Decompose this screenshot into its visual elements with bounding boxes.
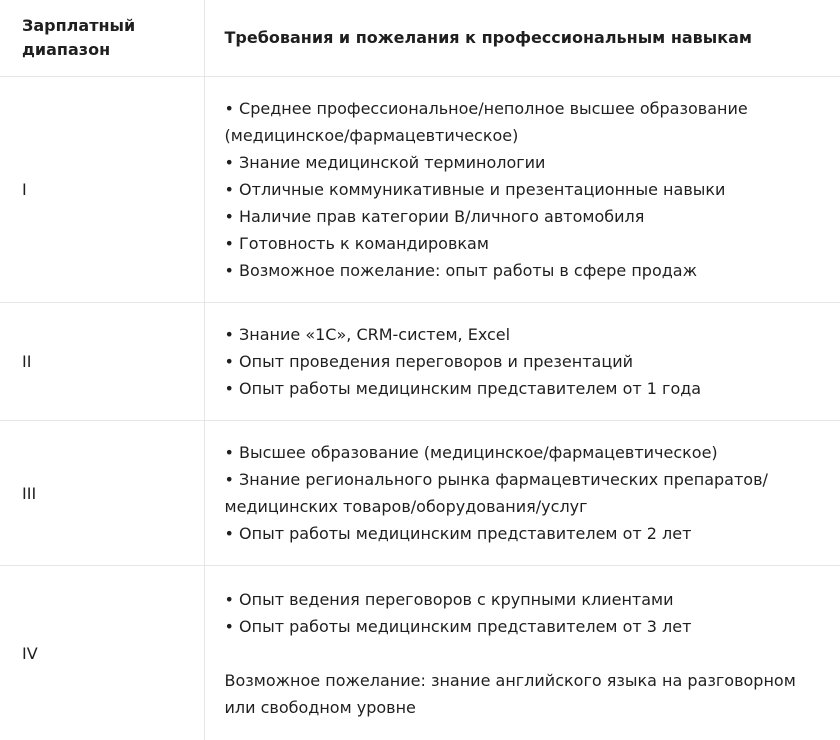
skills-cell — [204, 421, 840, 566]
salary-range-cell: I — [0, 77, 204, 303]
requirement-item: • Опыт работы медицинским представителем от 3 лет — [225, 613, 827, 640]
table-body — [0, 77, 840, 740]
requirement-item: • Знание медицинской терминологии — [225, 149, 827, 176]
requirement-item: • Опыт ведения переговоров с крупными клиентами — [225, 586, 827, 613]
requirement-item: • Наличие прав категории B/личного автомобиля — [225, 203, 827, 230]
requirement-item: • Знание регионального рынка фармацевтических препаратов/ медицинских товаров/оборудования/услуг — [225, 466, 827, 520]
table-row — [0, 77, 840, 303]
spacer — [225, 640, 827, 667]
requirement-item: • Готовность к командировкам — [225, 230, 827, 257]
header-skills: Требования и пожелания к профессиональным навыкам — [204, 0, 840, 77]
requirement-item: • Среднее профессиональное/неполное высшее образование (медицинское/фармацевтическое) — [225, 95, 827, 149]
requirement-item: • Опыт проведения переговоров и презентаций — [225, 348, 827, 375]
requirement-item: • Опыт работы медицинским представителем от 1 года — [225, 375, 827, 402]
table-header — [0, 0, 840, 77]
requirement-item: • Знание «1С», CRM-систем, Excel — [225, 321, 827, 348]
salary-range-cell: II — [0, 303, 204, 421]
header-salary-range: Зарплатный диапазон — [0, 0, 204, 77]
salary-range-cell: III — [0, 421, 204, 566]
requirement-note: Возможное пожелание: знание английского языка на разговорном или свободном уровне — [225, 667, 827, 721]
table-row — [0, 566, 840, 740]
requirement-item: • Высшее образование (медицинское/фармацевтическое) — [225, 439, 827, 466]
skills-cell — [204, 566, 840, 740]
requirement-item: • Опыт работы медицинским представителем от 2 лет — [225, 520, 827, 547]
requirement-item: • Возможное пожелание: опыт работы в сфере продаж — [225, 257, 827, 284]
requirement-item: • Отличные коммуникативные и презентационные навыки — [225, 176, 827, 203]
skills-cell — [204, 303, 840, 421]
salary-range-cell: IV — [0, 566, 204, 740]
header-row — [0, 0, 840, 77]
table-row — [0, 303, 840, 421]
table-row — [0, 421, 840, 566]
skills-cell — [204, 77, 840, 303]
